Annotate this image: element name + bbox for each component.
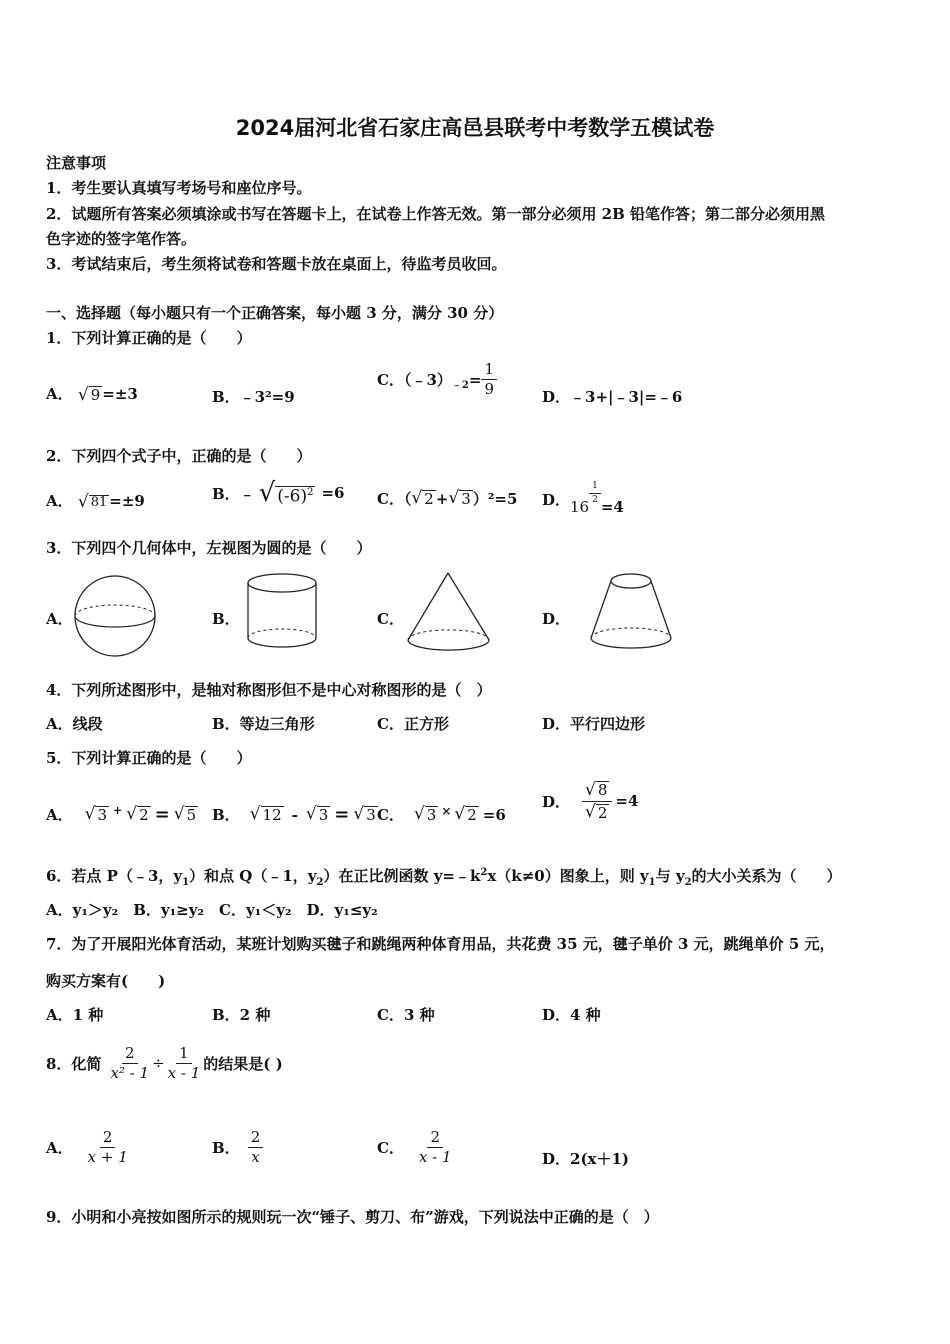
option-label: B． xyxy=(212,1138,240,1157)
sqrt-expression: √ 3 xyxy=(413,804,437,825)
q8-option-d: D．2(x＋1) xyxy=(542,1150,630,1168)
q1-option-a xyxy=(46,383,138,404)
divide-sign: ÷ xyxy=(152,1054,165,1072)
radicand: 12 xyxy=(262,805,282,824)
q2-option-a xyxy=(46,490,145,511)
plus-sign: + xyxy=(435,489,449,508)
sqrt-expression: √ 2 xyxy=(454,804,477,825)
denominator: x - 1 xyxy=(418,1147,452,1166)
stem-part: 的结果是( ) xyxy=(203,1054,283,1073)
option-tail: =4 xyxy=(600,498,624,516)
fraction xyxy=(582,781,612,821)
sqrt-expression: √ 2 xyxy=(411,488,434,509)
q8-option-b xyxy=(212,1121,263,1173)
radicand: 2 xyxy=(139,805,149,824)
notice-item: 2．试题所有答案必须填涂或书写在答题卡上，在试卷上作答无效。第一部分必须用 2B 铅笔作答；第二部分必须用黑 xyxy=(46,205,826,223)
equals: = xyxy=(334,804,350,825)
question-8-stem xyxy=(46,1037,283,1089)
sqrt-expression: √ 2 xyxy=(585,802,608,822)
power-exponent xyxy=(589,482,601,505)
q7-option-a: A．1 种 xyxy=(46,1006,104,1024)
denominator xyxy=(582,802,612,822)
question-5-stem: 5．下列计算正确的是（ ） xyxy=(46,749,252,767)
q5-option-b xyxy=(212,804,378,825)
sqrt-expression: √ 3 xyxy=(305,804,329,825)
q3-option-d-label: D． xyxy=(542,610,571,628)
sqrt-expression: √ 3 xyxy=(448,488,471,509)
question-2-stem: 2．下列四个式子中，正确的是（ ） xyxy=(46,447,312,465)
radicand: 3 xyxy=(97,805,108,824)
option-label: B． xyxy=(212,806,240,824)
option-tail: ）²=5 xyxy=(472,490,518,508)
radicand: 3 xyxy=(366,805,376,824)
section-heading: 一、选择题（每小题只有一个正确答案，每小题 3 分，满分 30 分） xyxy=(46,304,504,322)
subscript: 2 xyxy=(684,877,692,888)
sqrt-expression: √ 3 xyxy=(353,804,376,825)
question-9-stem: 9．小明和小亮按如图所示的规则玩一次“锤子、剪刀、布”游戏，下列说法中正确的是（ ） xyxy=(46,1208,659,1226)
option-tail: =6 xyxy=(321,484,345,502)
radicand-base: (-6) xyxy=(277,486,308,507)
option-label: D． xyxy=(542,792,571,811)
option-label: C．（﹣3） xyxy=(377,371,452,389)
numerator: 1 xyxy=(176,1046,192,1064)
fraction xyxy=(248,1127,264,1166)
option-label: C． xyxy=(377,806,404,824)
denominator: 9 xyxy=(484,380,494,398)
stem-part: ）和点 Q（﹣1，y xyxy=(189,867,317,885)
denominator: x + 1 xyxy=(87,1147,128,1166)
cone-figure xyxy=(404,570,494,654)
q1-option-d: D．﹣3+|﹣3|=﹣6 xyxy=(542,388,683,406)
stem-part: x（k≠0）图象上，则 y xyxy=(487,867,649,885)
question-3-stem: 3．下列四个几何体中，左视图为圆的是（ ） xyxy=(46,539,372,557)
equals: = xyxy=(468,370,482,389)
numerator: 2 xyxy=(248,1130,264,1148)
q3-option-c-label: C． xyxy=(377,610,404,628)
frustum-figure xyxy=(586,570,676,654)
fraction xyxy=(416,1127,455,1166)
q2-option-b xyxy=(212,480,344,506)
numerator: 1 xyxy=(589,482,601,494)
sqrt-expression: √ 12 xyxy=(249,804,282,825)
stem-part: 的大小关系为（ ） xyxy=(691,867,842,885)
sqrt-expression: √ 8 xyxy=(585,779,608,800)
fraction xyxy=(85,1127,131,1166)
option-label: D． xyxy=(542,490,571,509)
stem-part: 与 y xyxy=(655,867,685,885)
cylinder-figure xyxy=(244,572,322,652)
option-label: B．﹣ xyxy=(212,484,255,503)
sqrt-expression: √ 2 xyxy=(126,804,149,825)
q7-option-d: D．4 种 xyxy=(542,1006,601,1024)
fraction xyxy=(481,362,497,397)
radicand: 2 xyxy=(597,803,608,822)
sqrt-expression: √ 5 xyxy=(173,804,197,825)
numerator: 2 xyxy=(100,1130,116,1148)
radicand: 8 xyxy=(597,781,608,799)
radicand: 3 xyxy=(318,805,329,824)
denominator: x - 1 xyxy=(167,1063,201,1082)
q4-option-b: B．等边三角形 xyxy=(212,715,315,733)
numerator: 2 xyxy=(122,1046,138,1064)
operator: × xyxy=(441,804,452,818)
q3-option-a-label: A． xyxy=(46,610,73,628)
subscript: 1 xyxy=(182,877,190,888)
q7-option-c: C．3 种 xyxy=(377,1006,435,1024)
q1-option-b: B．﹣3²=9 xyxy=(212,388,295,406)
question-7-stem-cont: 购买方案有( ) xyxy=(46,972,166,990)
stem-part: 8．化简 xyxy=(46,1054,102,1073)
sqrt-expression: √ 9 xyxy=(77,384,101,405)
q6-options: A．y₁＞y₂ B．y₁≥y₂ C．y₁＜y₂ D．y₁≤y₂ xyxy=(46,901,378,919)
notice-heading: 注意事项 xyxy=(46,154,107,172)
question-6-stem xyxy=(46,865,842,888)
radicand: 2 xyxy=(467,805,477,824)
option-label: C．（ xyxy=(377,490,412,508)
radicand xyxy=(275,486,315,506)
option-tail: =±9 xyxy=(109,492,145,510)
q4-option-c: C．正方形 xyxy=(377,715,449,733)
option-label: A． xyxy=(46,492,73,510)
sqrt-expression: √ 3 xyxy=(84,804,108,825)
notice-item: 3．考试结束后，考生须将试卷和答题卡放在桌面上，待监考员收回。 xyxy=(46,255,507,273)
question-7-stem: 7．为了开展阳光体育活动，某班计划购买毽子和跳绳两种体育用品，共花费 35 元，毽子单价 3 元，跳绳单价 5 元， xyxy=(46,935,835,953)
q7-option-b: B．2 种 xyxy=(212,1006,271,1024)
page-title: 2024届河北省石家庄高邑县联考中考数学五模试卷 xyxy=(235,116,715,140)
radicand: 5 xyxy=(186,805,197,824)
option-label: A． xyxy=(46,1138,73,1157)
radicand: 3 xyxy=(426,805,437,824)
operator: - xyxy=(291,805,298,824)
radicand: 81 xyxy=(90,495,108,511)
notice-item: 1．考生要认真填写考场号和座位序号。 xyxy=(46,179,312,197)
notice-item: 色字迹的签字笔作答。 xyxy=(46,230,197,248)
fraction xyxy=(107,1043,152,1082)
numerator: 2 xyxy=(427,1130,443,1148)
fraction xyxy=(165,1043,204,1082)
subscript: 1 xyxy=(648,877,656,888)
power-base: 16 xyxy=(570,498,590,516)
q8-option-a xyxy=(46,1121,131,1173)
numerator: 1 xyxy=(481,362,497,380)
option-label: A． xyxy=(46,385,73,403)
q4-option-a: A．线段 xyxy=(46,715,103,733)
stem-part: ）在正比例函数 y=﹣k xyxy=(323,867,481,885)
exponent: ﹣2 xyxy=(451,380,469,391)
radicand: 2 xyxy=(424,489,434,508)
equals: = xyxy=(154,804,170,825)
q5-option-a xyxy=(46,804,198,825)
option-label: C． xyxy=(377,1138,404,1157)
q3-option-b-label: B． xyxy=(212,610,240,628)
denominator: x xyxy=(251,1147,260,1166)
stem-part: 6．若点 P（﹣3，y xyxy=(46,867,183,885)
sqrt-expression: √ $(-6)^2$ xyxy=(258,478,314,508)
question-1-stem: 1．下列计算正确的是（ ） xyxy=(46,329,252,347)
radicand: 3 xyxy=(461,489,471,508)
q2-option-c xyxy=(377,488,517,509)
option-tail: =±3 xyxy=(102,385,138,403)
subscript: 2 xyxy=(316,877,324,888)
option-tail: =6 xyxy=(482,805,506,824)
exponent: 2 xyxy=(307,486,314,498)
denominator: 2 xyxy=(592,495,598,505)
q5-option-c xyxy=(377,804,506,825)
radicand: 9 xyxy=(90,386,101,405)
sqrt-expression: √ 81 xyxy=(77,491,108,512)
numerator xyxy=(582,781,612,802)
option-label: A． xyxy=(46,806,73,824)
denominator: x² - 1 xyxy=(110,1063,150,1082)
q5-option-d xyxy=(542,781,638,821)
operator: + xyxy=(113,804,123,817)
q1-option-c xyxy=(377,362,497,397)
sphere-figure xyxy=(72,573,158,659)
question-4-stem: 4．下列所述图形中，是轴对称图形但不是中心对称图形的是（ ） xyxy=(46,681,492,699)
option-tail: =4 xyxy=(615,792,639,810)
q8-option-c xyxy=(377,1121,455,1173)
q2-option-d xyxy=(542,482,624,516)
q4-option-d: D．平行四边形 xyxy=(542,715,646,733)
superscript: 2 xyxy=(480,867,488,878)
